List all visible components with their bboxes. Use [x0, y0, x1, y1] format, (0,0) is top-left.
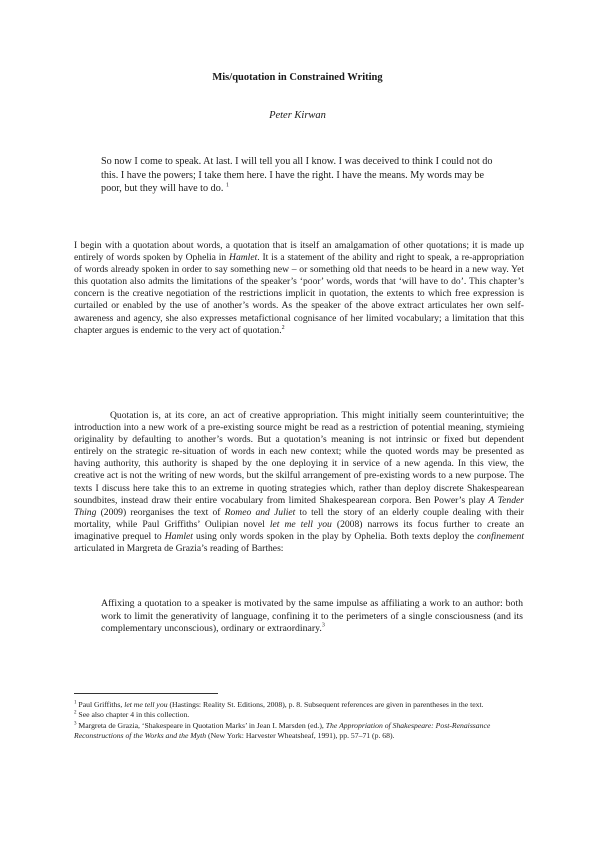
paragraph-2-part-b: (2009) reorganises the text of — [96, 506, 225, 518]
epigraph — [101, 155, 501, 196]
footnote-ref-1[interactable]: 1 — [225, 182, 229, 189]
paragraph-1 — [74, 240, 524, 337]
paragraph-2-part-f: articulated in Margreta de Grazia’s reading of Barthes: — [74, 543, 284, 555]
footnote-ref-3[interactable]: 3 — [321, 622, 325, 629]
title-let-me-tell-you: let me tell you — [269, 518, 332, 530]
paragraph-2-part-d: (2008) narrows its focus further to create an imaginative prequel to — [74, 518, 524, 542]
paragraph-2 — [74, 410, 524, 555]
title-hamlet: Hamlet — [229, 252, 258, 264]
term-confinement: confinement — [477, 530, 524, 542]
footnote-3 — [74, 721, 524, 742]
paragraph-1-part-a: I begin with a quotation about words, a quotation that is itself an amalgamation of other quotations; it is made up entirely of words spoken by Ophelia in — [74, 240, 524, 264]
footnote-divider — [74, 693, 218, 694]
title-a-tender-thing: A Tender Thing — [74, 494, 524, 518]
footnotes — [74, 700, 524, 742]
block-quotation-text: Affixing a quotation to a speaker is motivated by the same impulse as affiliating a work to an author: both work to limit the generativity of language, confining it to the perimeters of a single consciousness (and its complementary unconscious), ordinary or extraordinary. — [101, 598, 523, 635]
title-hamlet-2: Hamlet — [164, 530, 193, 542]
footnote-3-part-b: (New York: Harvester Wheatsheaf, 1991), pp. 57–71 (p. 68). — [206, 731, 395, 741]
footnote-2-number: 2 — [74, 710, 77, 716]
paragraph-2-part-c: to tell the story of an elderly couple dealing with their mortality, while Paul Griffiths’ Oulipian novel — [74, 506, 524, 530]
footnote-1-title: let me tell you — [124, 700, 168, 709]
footnote-3-number: 3 — [74, 721, 77, 727]
paragraph-1-part-b: . It is a statement of the ability and right to speak, a re-appropriation of words already spoken in order to say something new – or something old that needs to be heard in a new way. Yet this quotation also admits the limitations of the speaker’s ‘poor’ words, words that ‘will have to do’. This chapter’s concern is the creative negotiation of the restrictions implicit in quotation, the extents to which free expression is curtailed or enabled by the use of another’s words. As the speaker of the above extract articulates her own self-awareness and agency, she also expresses metafictional cognisance of her limited vocabulary; a limitation that this chapter argues is endemic to the very act of quotation. — [74, 252, 524, 336]
chapter-title: Mis/quotation in Constrained Writing — [212, 72, 383, 83]
footnote-ref-2[interactable]: 2 — [281, 324, 285, 331]
title-romeo-and-juliet: Romeo and Juliet — [224, 506, 296, 518]
footnote-1 — [74, 700, 524, 710]
footnote-2 — [74, 710, 524, 720]
epigraph-text: So now I come to speak. At last. I will tell you all I know. I was deceived to think I could not do this. I have the powers; I take them here. I have the right. I have the means. My words may be poor, but they will have to do. — [101, 156, 493, 195]
footnote-3-title: The Appropriation of Shakespeare: Post-Renaissance Reconstructions of the Works and the Myth — [74, 720, 491, 741]
footnote-1-number: 1 — [74, 700, 77, 706]
footnote-2-part-a: See also chapter 4 in this collection. — [76, 710, 190, 720]
paragraph-2-part-a: Quotation is, at its core, an act of creative appropriation. This might initially seem counterintuitive; the introduction into a new work of a pre-existing source might be read as a restriction of potential meaning, stymieing originality by defaulting to another’s words. But a quotation’s meaning is not intrinsic or fixed but dependent entirely on the strategic re-situation of words in each new context; while the quoted words may be presented as having authority, this authority is shaped by the one deploying it in service of a new agenda. In this view, the creative act is not the writing of new words, but the skilful arrangement of pre-existing words to a new purpose. The texts I discuss here take this to an extreme in quoting strategies which, rather than deploy discrete Shakespearean soundbites, instead draw their entire vocabulary from limited Shakespearean corpora. Ben Power’s play — [74, 410, 524, 506]
footnote-3-part-a: Margreta de Grazia, ‘Shakespeare in Quotation Marks’ in Jean I. Marsden (ed.), — [76, 720, 326, 730]
author-name: Peter Kirwan — [269, 110, 326, 121]
block-quotation — [101, 598, 523, 636]
footnote-1-part-b: (Hastings: Reality St. Editions, 2008), p. 8. Subsequent references are given in parentheses in the text. — [167, 700, 484, 709]
paragraph-2-part-e: using only words spoken in the play by Ophelia. Both texts deploy the — [192, 530, 478, 542]
footnote-1-part-a: Paul Griffiths, — [76, 700, 125, 709]
